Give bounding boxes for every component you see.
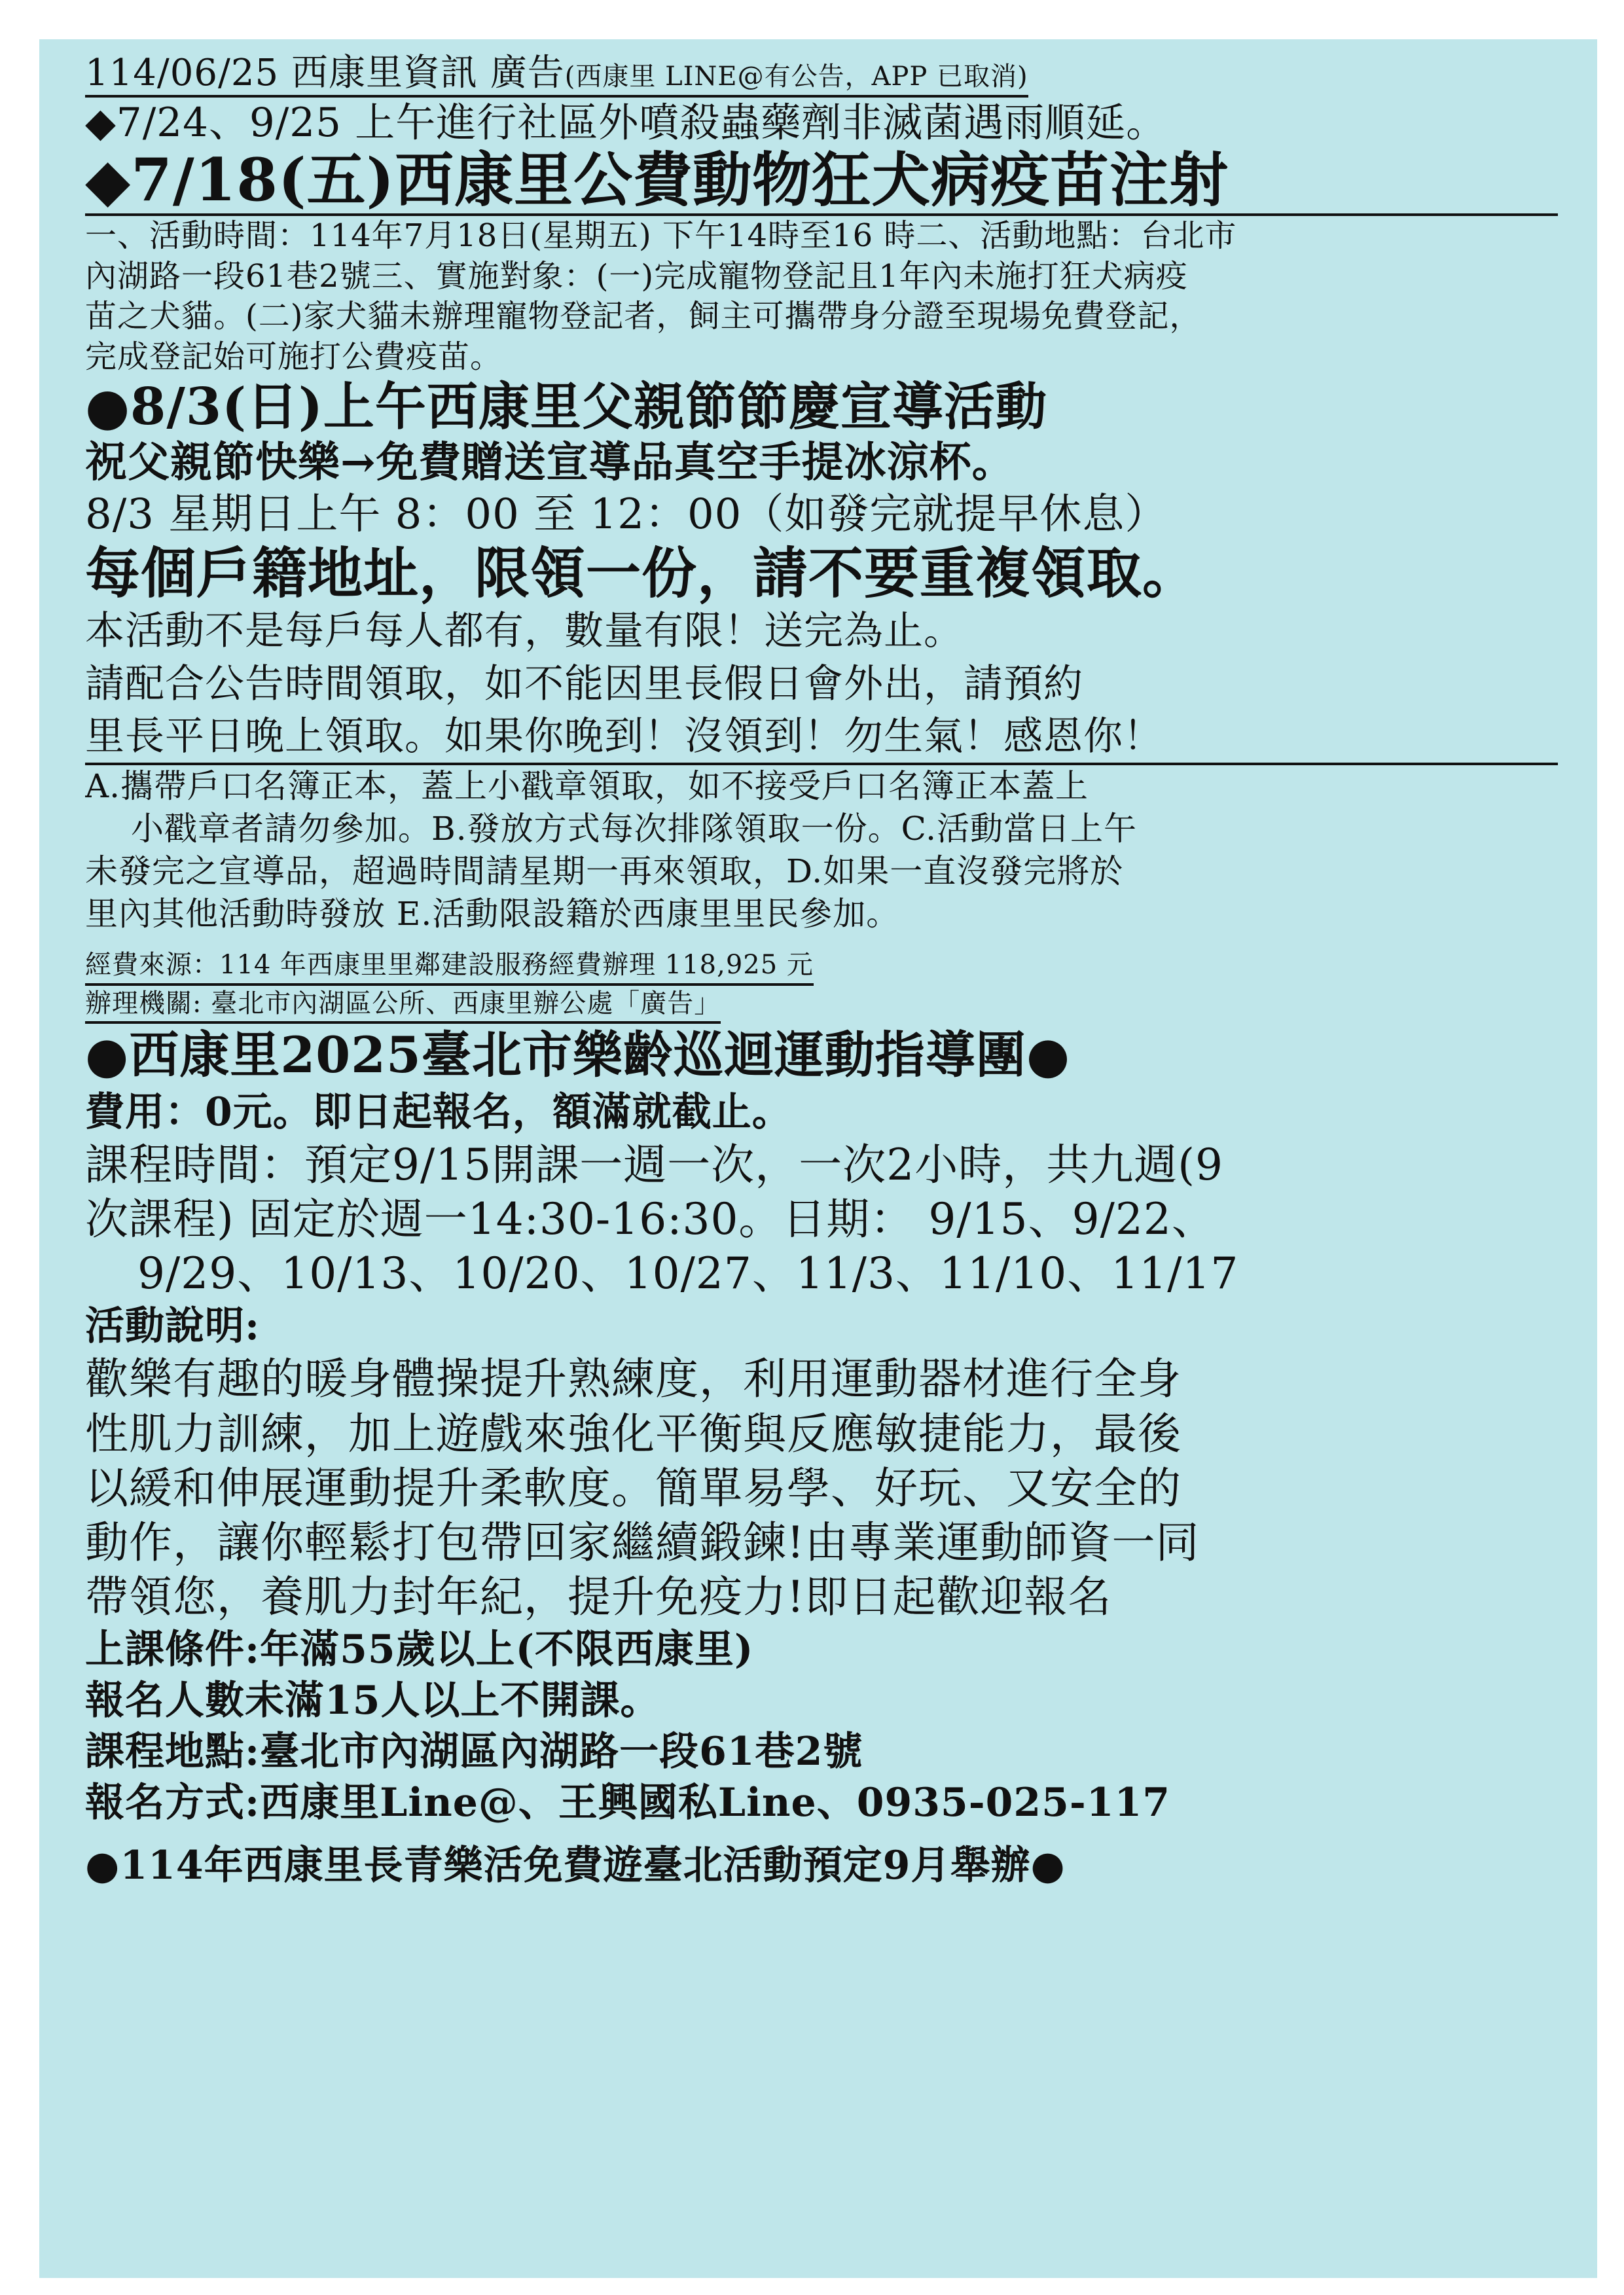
exercise-signup: 報名方式:西康里Line@、王興國私Line、0935-025-117 bbox=[85, 1780, 1170, 1826]
rabies-line: 完成登記始可施打公費疫苗。 bbox=[85, 338, 503, 375]
spacer bbox=[85, 1828, 1558, 1840]
exercise-desc: 動作，讓你輕鬆打包帶回家繼續鍛鍊!由專業運動師資一同 bbox=[85, 1517, 1200, 1568]
header bbox=[85, 52, 1028, 98]
rabies-line: 苗之犬貓。(二)家犬貓未辦理寵物登記者，飼主可攜帶身分證至現場免費登記， bbox=[85, 298, 1202, 335]
fathers-day-note: 里長平日晚上領取。如果你晚到！沒領到！勿生氣！感恩你！ bbox=[85, 714, 1163, 759]
exercise-location: 課程地點:臺北市內湖區內湖路一段61巷2號 bbox=[85, 1729, 863, 1775]
rabies-line: 內湖路一段61巷2號三、實施對象：(一)完成寵物登記且1年內未施打狂犬病疫 bbox=[85, 257, 1188, 295]
rabies-line: 一、活動時間：114年7月18日(星期五) 下午14時至16 時二、活動地點：台北市 bbox=[85, 217, 1237, 255]
fathers-day-rule: A.攜帶戶口名簿正本，蓋上小戳章領取，如不接受戶口名簿正本蓋上 bbox=[85, 767, 1089, 806]
header-title: 114/06/25 西康里資訊 廣告 bbox=[85, 52, 565, 94]
header-note: (西康里 LINE@有公告，APP 已取消) bbox=[564, 62, 1028, 92]
exercise-desc: 性肌力訓練，加上遊戲來強化平衡與反應敏捷能力，最後 bbox=[85, 1408, 1182, 1459]
exercise-requirement: 上課條件:年滿55歲以上(不限西康里) bbox=[85, 1627, 754, 1673]
exercise-fee: 費用：0元。即日起報名，額滿就截止。 bbox=[85, 1089, 792, 1135]
exercise-schedule: 次課程) 固定於週一14:30-16:30。日期： 9/15、9/22、 bbox=[85, 1194, 1216, 1245]
exercise-desc: 以緩和伸展運動提升柔軟度。簡單易學、好玩、又安全的 bbox=[85, 1462, 1182, 1513]
exercise-schedule: 課程時間：預定9/15開課一週一次，一次2小時，共九週(9 bbox=[85, 1139, 1223, 1190]
exercise-desc: 歡樂有趣的暖身體操提升熟練度，利用運動器材進行全身 bbox=[85, 1354, 1182, 1405]
fathers-day-rule: 小戳章者請勿參加。B.發放方式每次排隊領取一份。C.活動當日上午 bbox=[131, 810, 1138, 848]
bulletin-sheet bbox=[39, 39, 1597, 2278]
funding-source: 經費來源：114 年西康里里鄰建設服務經費辦理 118,925 元 bbox=[85, 947, 814, 985]
spacer bbox=[85, 935, 1558, 947]
fathers-day-note: 本活動不是每戶每人都有，數量有限！送完為止。 bbox=[85, 608, 964, 655]
fathers-day-title: ●8/3(日)上午西康里父親節節慶宣導活動 bbox=[85, 377, 1047, 437]
exercise-minimum: 報名人數未滿15人以上不開課。 bbox=[85, 1678, 660, 1724]
fathers-day-time: 8/3 星期日上午 8：00 至 12：00（如發完就提早休息） bbox=[85, 490, 1168, 539]
rabies-title: ◆7/18(五)西康里公費動物狂犬病疫苗注射 bbox=[85, 146, 1229, 214]
fathers-day-rule: 里內其他活動時發放 E.活動限設籍於西康里里民參加。 bbox=[85, 895, 900, 933]
fathers-day-rule: 未發完之宣導品，超過時間請星期一再來領取，D.如果一直沒發完將於 bbox=[85, 852, 1124, 891]
exercise-title: ●西康里2025臺北市樂齡巡迴運動指導團● bbox=[85, 1026, 1071, 1085]
exercise-desc: 帶領您，養肌力封年紀，提升免疫力!即日起歡迎報名 bbox=[85, 1572, 1112, 1623]
fathers-day-limit: 每個戶籍地址，限領一份，請不要重複領取。 bbox=[85, 541, 1199, 605]
footer-notice: ●114年西康里長青樂活免費遊臺北活動預定9月舉辦● bbox=[85, 1843, 1066, 1889]
spray-notice: ◆7/24、9/25 上午進行社區外噴殺蟲藥劑非滅菌遇雨順延。 bbox=[85, 99, 1167, 146]
exercise-dates: 9/29、10/13、10/20、10/27、11/3、11/10、11/17 bbox=[137, 1248, 1239, 1299]
fathers-day-gift: 祝父親節快樂→免費贈送宣導品真空手提冰涼杯。 bbox=[85, 438, 1015, 488]
fathers-day-note: 請配合公告時間領取，如不能因里長假日會外出，請預約 bbox=[85, 660, 1083, 707]
organizer: 辦理機關: 臺北市內湖區公所、西康里辦公處「廣告」 bbox=[85, 986, 721, 1024]
exercise-desc-label: 活動說明: bbox=[85, 1303, 261, 1350]
